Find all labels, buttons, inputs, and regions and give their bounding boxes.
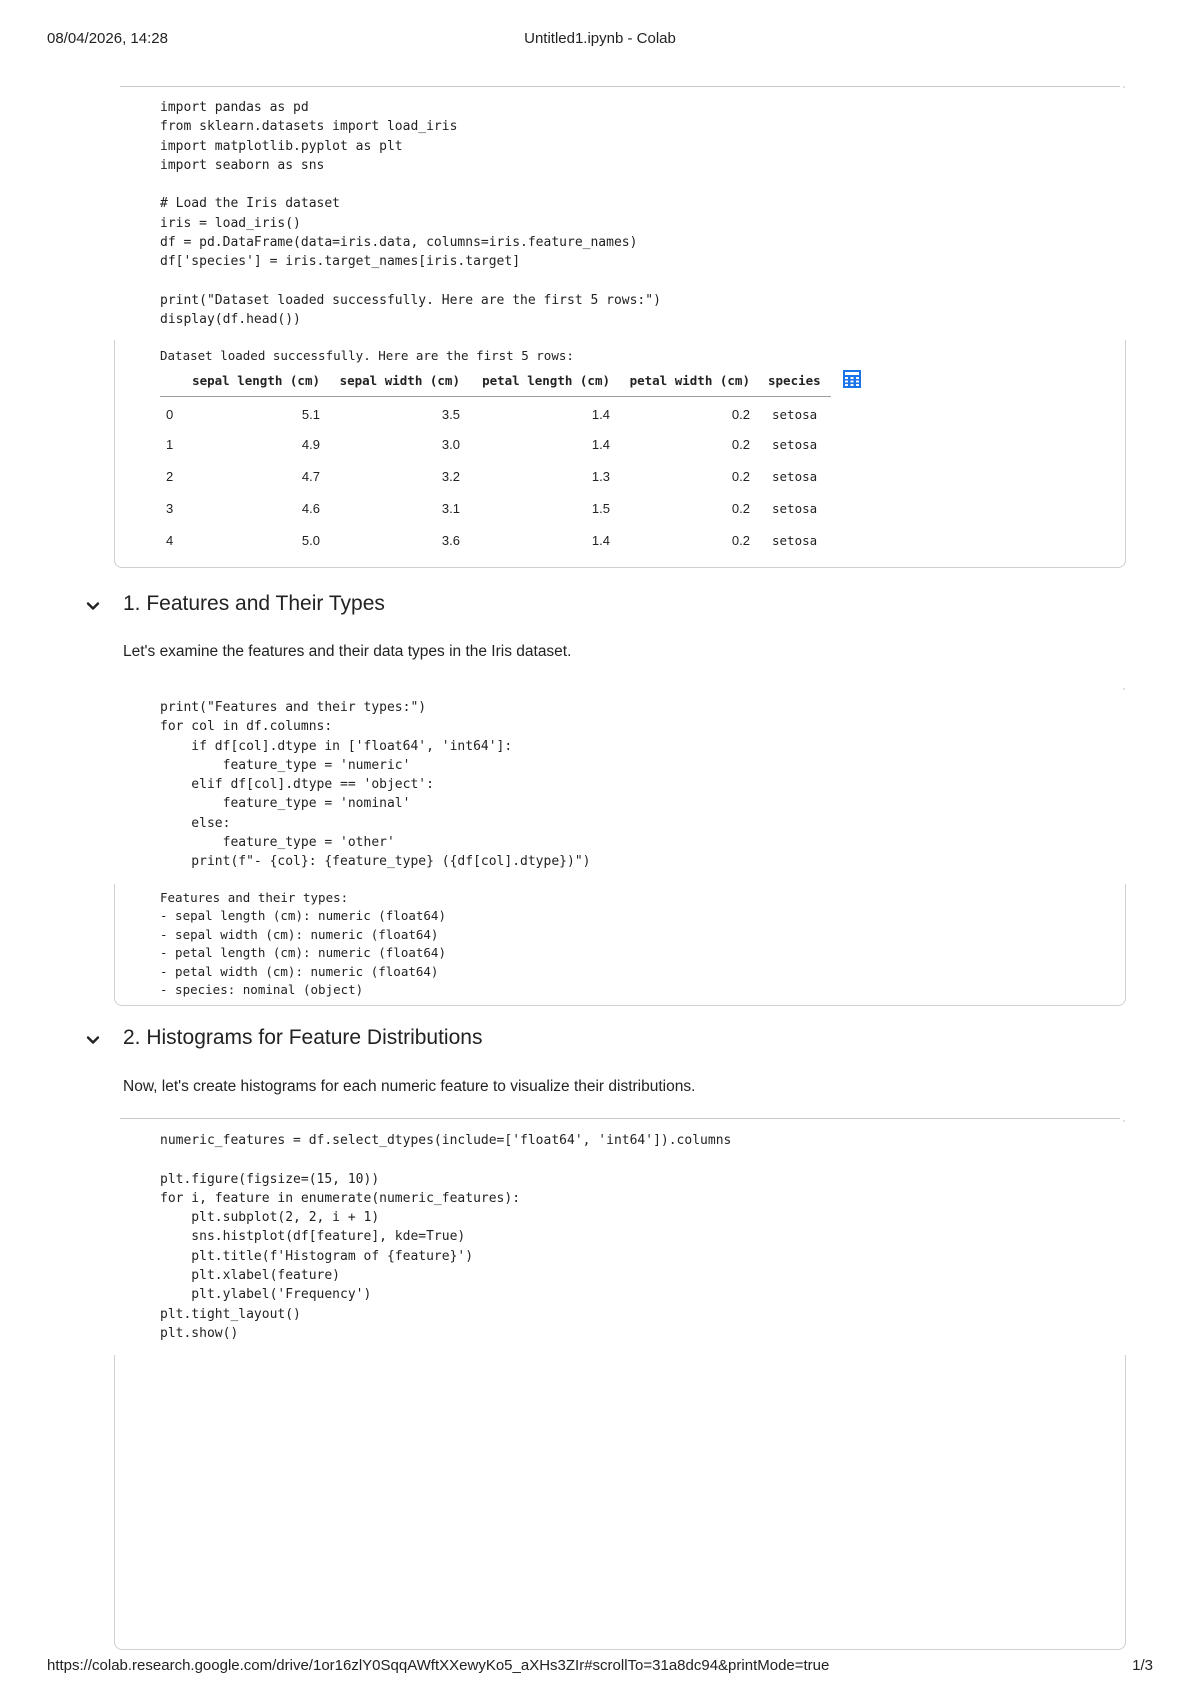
row-index: 2 — [166, 468, 174, 484]
cell-divider — [120, 1118, 1120, 1119]
cell-species: setosa — [772, 436, 818, 452]
chevron-down-icon[interactable] — [85, 598, 101, 614]
section-title: 2. Histograms for Feature Distributions — [123, 1026, 483, 1049]
row-index: 0 — [166, 406, 174, 422]
dataframe-header-row — [160, 366, 831, 396]
cell-marker — [1123, 86, 1125, 88]
cell-petal-length: 1.3 — [591, 468, 610, 484]
cell-petal-length: 1.4 — [591, 436, 610, 452]
table-row — [160, 460, 831, 492]
cell-sepal-length: 4.6 — [301, 500, 320, 516]
column-header-sepal-width: sepal width (cm) — [326, 366, 466, 396]
chevron-down-icon[interactable] — [85, 1032, 101, 1048]
output-text-feature-types: Features and their types: - sepal length (cm): numeric (float64) - sepal width (cm): numeric (float64) - petal length (cm): numeric (float64) - petal width (cm): numeric (float64) - species: nominal (object) — [160, 890, 446, 998]
cell-sepal-width: 3.6 — [441, 532, 460, 548]
cell-sepal-length: 4.9 — [301, 436, 320, 452]
cell-species: setosa — [772, 468, 818, 484]
cell-petal-width: 0.2 — [731, 468, 750, 484]
cell-petal-width: 0.2 — [731, 532, 750, 548]
column-header-species: species — [756, 366, 831, 396]
cell-petal-width: 0.2 — [731, 500, 750, 516]
code-cell-load-dataset[interactable]: import pandas as pd from sklearn.datasets import load_iris import matplotlib.pyplot as plt import seaborn as sns # Load the Iris dataset iris = load_iris() df = pd.DataFrame(data=iris.data, columns=iris.feature_names) df['species'] = iris.target_names[iris.target] print("Dataset loaded successfully. Here are the first 5 rows:") display(df.head()) — [160, 100, 661, 328]
cell-sepal-length: 4.7 — [301, 468, 320, 484]
table-calculator-icon[interactable] — [842, 369, 862, 389]
cell-species: setosa — [772, 500, 818, 516]
cell-sepal-width: 3.2 — [441, 468, 460, 484]
section-title: 1. Features and Their Types — [123, 592, 385, 615]
row-index: 4 — [166, 532, 174, 548]
cell-divider — [120, 86, 1120, 87]
cell-sepal-width: 3.1 — [441, 500, 460, 516]
column-header-sepal-length: sepal length (cm) — [186, 366, 326, 396]
cell-sepal-width: 3.0 — [441, 436, 460, 452]
table-row — [160, 396, 831, 428]
column-header-index — [160, 366, 186, 396]
cell-species: setosa — [772, 406, 818, 422]
code-cell-histograms[interactable]: numeric_features = df.select_dtypes(include=['float64', 'int64']).columns plt.figure(figsize=(15, 10)) for i, feature in enumerate(numeric_features): plt.subplot(2, 2, i + 1) sns.histplot(df[feature], kde=True) plt.title(f'Histogram of {feature}') plt.xlabel(feature) plt.ylabel('Frequency') plt.tight_layout() plt.show() — [160, 1133, 732, 1341]
print-url: https://colab.research.google.com/drive/1or16zlY0SqqAWftXXewyKo5_aXHs3ZIr#scrollTo=31a8dc94&printMode=true — [47, 1657, 830, 1674]
cell-marker — [1123, 688, 1125, 690]
print-page-number: 1/3 — [1132, 1657, 1153, 1674]
cell-petal-length: 1.4 — [591, 406, 610, 422]
section-description: Now, let's create histograms for each numeric feature to visualize their distributions. — [123, 1078, 696, 1095]
cell-petal-length: 1.5 — [591, 500, 610, 516]
cell-sepal-length: 5.1 — [301, 406, 320, 422]
print-page-title: Untitled1.ipynb - Colab — [524, 30, 676, 47]
table-row — [160, 524, 831, 556]
table-row — [160, 428, 831, 460]
cell-petal-width: 0.2 — [731, 436, 750, 452]
column-header-petal-width: petal width (cm) — [616, 366, 756, 396]
plot-output-area — [114, 1355, 1126, 1650]
table-row — [160, 492, 831, 524]
row-index: 3 — [166, 500, 174, 516]
code-cell-feature-types[interactable]: print("Features and their types:") for col in df.columns: if df[col].dtype in ['float64', 'int64']: feature_type = 'numeric' elif df[col].dtype == 'object': feature_type = 'nominal' else: feature_type = 'other' print(f"- {col}: {feature_type} ({df[col].dtype})") — [160, 700, 591, 870]
cell-petal-length: 1.4 — [591, 532, 610, 548]
dataframe-table — [160, 366, 831, 556]
cell-sepal-width: 3.5 — [441, 406, 460, 422]
output-text-loaded: Dataset loaded successfully. Here are the first 5 rows: — [160, 348, 574, 363]
print-footer — [47, 1657, 1153, 1677]
cell-petal-width: 0.2 — [731, 406, 750, 422]
print-header — [47, 30, 1153, 50]
cell-species: setosa — [772, 532, 818, 548]
cell-sepal-length: 5.0 — [301, 532, 320, 548]
cell-marker — [1123, 1120, 1125, 1122]
row-index: 1 — [166, 436, 174, 452]
column-header-petal-length: petal length (cm) — [466, 366, 616, 396]
print-datetime: 08/04/2026, 14:28 — [47, 30, 168, 47]
section-description: Let's examine the features and their data types in the Iris dataset. — [123, 643, 572, 660]
